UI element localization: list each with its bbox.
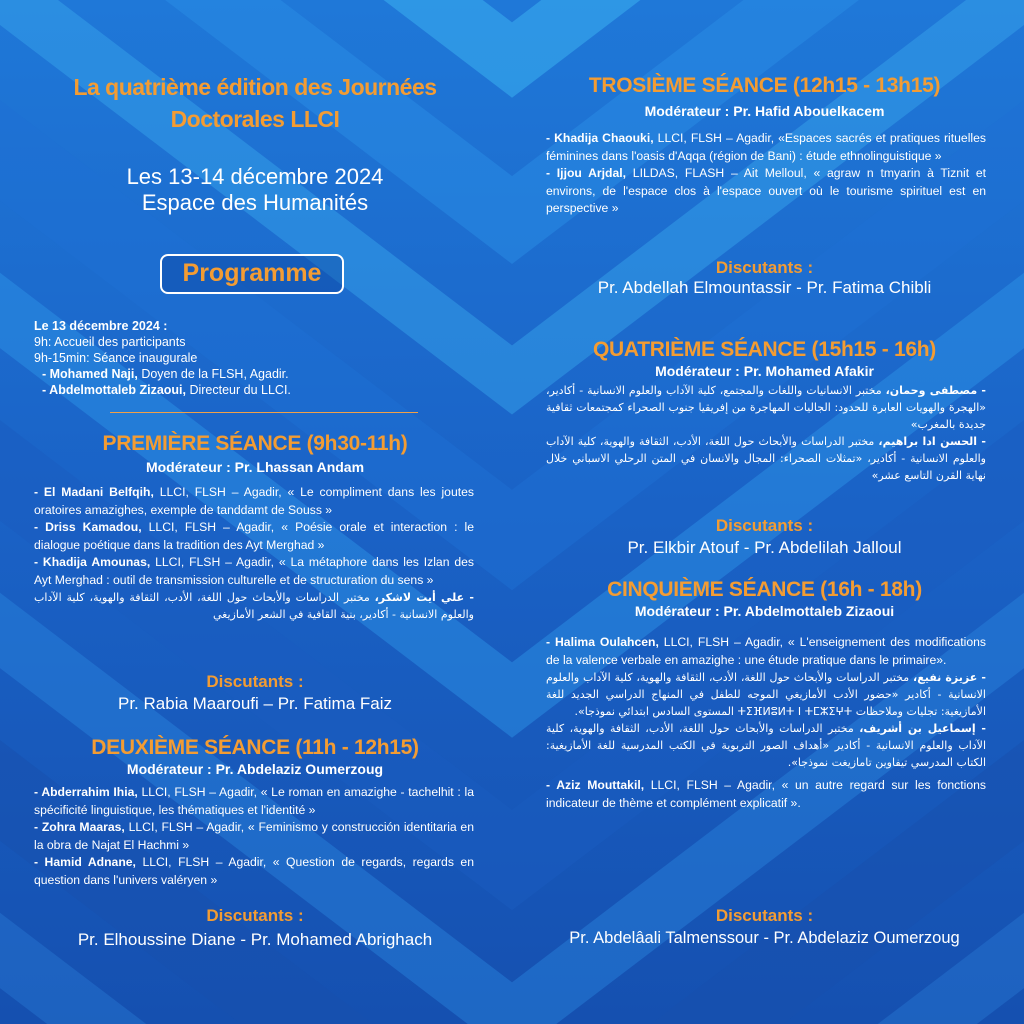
session5-talk2: - عزيزة نفيع، مختبر الدراسات والأبحاث حول اللغة، الأدب، الثقافة والهوية، كلية الآداب والعلوم الانسانية - أكادير «حضور الأدب الأمازيغي الموجه للطفل في المنهاج الدراسي الجديد للغة الأمازيغية: تجليات وملاحظات ⵜⵉⴼⵍⵓⵍⵜ ⵏ ⵜⵎⵣⵉⵖⵜ المستوى السادس ابتدائي نموذجا». [546, 671, 986, 718]
session5-discutants-label: Discutants : [715, 906, 814, 925]
session2-discutants-label: Discutants : [206, 906, 304, 925]
session1-talk1: - El Madani Belfqih, LLCI, FLSH – Agadir, « Le compliment dans les joutes oratoires amazighes, exemple de tanddamt de Souss » [34, 485, 474, 517]
event-title-line1: La quatrième édition des Journées [73, 74, 437, 100]
session1-moderator: Modérateur : Pr. Lhassan Andam [145, 459, 365, 475]
session5-talk1: - Halima Oulahcen, LLCI, FLSH – Agadir, « L'enseignement des modifications de la valence verbale en amazighe : une étude pratique dans le primaire». [546, 635, 986, 667]
session2-talk1: - Abderrahim Ihia, LLCI, FLSH – Agadir, « Le roman en amazighe - tachelhit : la spécificité linguistique, les thématiques et l'identité » [34, 785, 474, 817]
session4-talk2: - الحسن ادا براهيم، مختبر الدراسات والأبحاث حول اللغة، الأدب، الثقافة والهوية، كلية الآداب والعلوم الانسانية - أكادير، «تمثلات الصحراء: المجال والانسان في المتن الرحلي الاسباني خلال نهاية القرن التاسع عشر» [546, 435, 986, 482]
event-venue: Espace des Humanités [141, 190, 369, 215]
speaker2-name: - Abdelmottaleb Zizaoui, [42, 383, 186, 397]
day1-heading: Le 13 décembre 2024 : [34, 319, 168, 333]
day1-line2: 9h-15min: Séance inaugurale [34, 351, 198, 365]
session1-discutants: Pr. Rabia Maaroufi – Pr. Fatima Faiz [118, 694, 392, 713]
session2-talk2: - Zohra Maaras, LLCI, FLSH – Agadir, « Feminismo y construcción identitaria en la obra de Najat El Hachmi » [34, 820, 474, 852]
session1-talk2: - Driss Kamadou, LLCI, FLSH – Agadir, « Poésie orale et interaction : le dialogue poétique dans la tradition des Ayt Merghad » [34, 520, 474, 552]
programme-box: Programme [160, 254, 344, 294]
session4-talk1: - مصطفى وحمان، مختبر الانسانيات واللغات والمجتمع، كلية الآداب والعلوم الانسانية - أكادير، «الهجرة والهويات العابرة للحدود: الجاليات المهاجرة من إفريقيا جنوب الصحراء كمجتمعات ثقافية جديدة بالمغرب» [546, 384, 986, 431]
session3-discutants-label: Discutants : [715, 258, 814, 277]
speaker1-role: Doyen de la FLSH, Agadir. [137, 367, 289, 381]
session2-moderator: Modérateur : Pr. Abdelaziz Oumerzoug [126, 761, 384, 777]
session5-talk4: - Aziz Mouttakil, LLCI, FLSH – Agadir, « un autre regard sur les fonctions indicateur de thème et complément explicatif ». [546, 778, 986, 810]
session4-talks [546, 382, 986, 484]
session4-moderator: Modérateur : Pr. Mohamed Afakir [655, 363, 874, 379]
session3-talks [546, 130, 986, 218]
session1-talk4: - علي أيت لاشكر، مختبر الدراسات والأبحاث حول اللغة، الأدب، الثقافة والهوية، كلية الآداب والعلوم الانسانية - أكادير، بنية القافية في الشعر الأمازيغي [34, 591, 474, 621]
session1-talk3: - Khadija Amounas, LLCI, FLSH – Agadir, « La métaphore dans les Izlan des Ayt Merghad : outil de transmission culturelle et de structuration du sens » [34, 555, 474, 587]
session2-title: DEUXIÈME SÉANCE (11h - 12h15) [91, 736, 419, 759]
session2-talks [34, 784, 474, 889]
session5-talk3: - إسماعيل بن أشريف، مختبر الدراسات والأبحاث حول اللغة، الأدب، الثقافة والهوية، كلية الآداب والعلوم الانسانية - أكادير «أهداف الصور التربوية في الكتب المدرسية للغة الأمازيغية: الكتاب المدرسي تيفاوين تامازيغت نموذجا». [546, 722, 986, 769]
session1-title: PREMIÈRE SÉANCE (9h30-11h) [102, 432, 408, 455]
session3-moderator: Modérateur : Pr. Hafid Abouelkacem [644, 103, 885, 119]
session5-talks [546, 634, 986, 812]
session5-discutants: Pr. Abdelâali Talmenssour - Pr. Abdelaziz Oumerzoug [569, 929, 960, 947]
session3-title: TROSIÈME SÉANCE (12h15 - 13h15) [588, 74, 941, 97]
divider [110, 412, 418, 413]
session2-talk3: - Hamid Adnane, LLCI, FLSH – Agadir, « Question de regards, regards en question dans l'univers valéryen » [34, 855, 474, 887]
session1-discutants-label: Discutants : [206, 672, 304, 691]
session3-discutants: Pr. Abdellah Elmountassir - Pr. Fatima Chibli [597, 278, 932, 297]
session3-talk2: - Ijjou Arjdal, LILDAS, FLASH – Ait Melloul, « agraw n tmyarin à Tiznit et environs, de l'espace clos à l'espace ouvert où le tourisme spirituel est en perspective » [546, 166, 986, 215]
speaker2-role: Directeur du LLCI. [185, 383, 291, 397]
session3-talk1: - Khadija Chaouki, LLCI, FLSH – Agadir, «Espaces sacrés et pratiques rituelles féminines dans l'oasis d'Aqqa (région de Bani) : étude ethnolinguistique » [546, 131, 986, 163]
session4-title: QUATRIÈME SÉANCE (15h15 - 16h) [592, 338, 936, 361]
event-dates: Les 13-14 décembre 2024 [126, 164, 384, 189]
session1-talks [34, 484, 474, 623]
session4-discutants-label: Discutants : [715, 516, 814, 535]
session5-title: CINQUIÈME SÉANCE (16h - 18h) [607, 578, 922, 601]
session4-discutants: Pr. Elkbir Atouf - Pr. Abdelilah Jalloul [627, 538, 902, 557]
session5-moderator: Modérateur : Pr. Abdelmottaleb Zizaoui [634, 603, 895, 619]
event-title-line2: Doctorales LLCI [170, 106, 340, 132]
session2-discutants: Pr. Elhoussine Diane - Pr. Mohamed Abrighach [77, 930, 433, 949]
day1-line1: 9h: Accueil des participants [34, 335, 186, 349]
speaker1-name: - Mohamed Naji, [42, 367, 138, 381]
day1-block [34, 318, 474, 398]
